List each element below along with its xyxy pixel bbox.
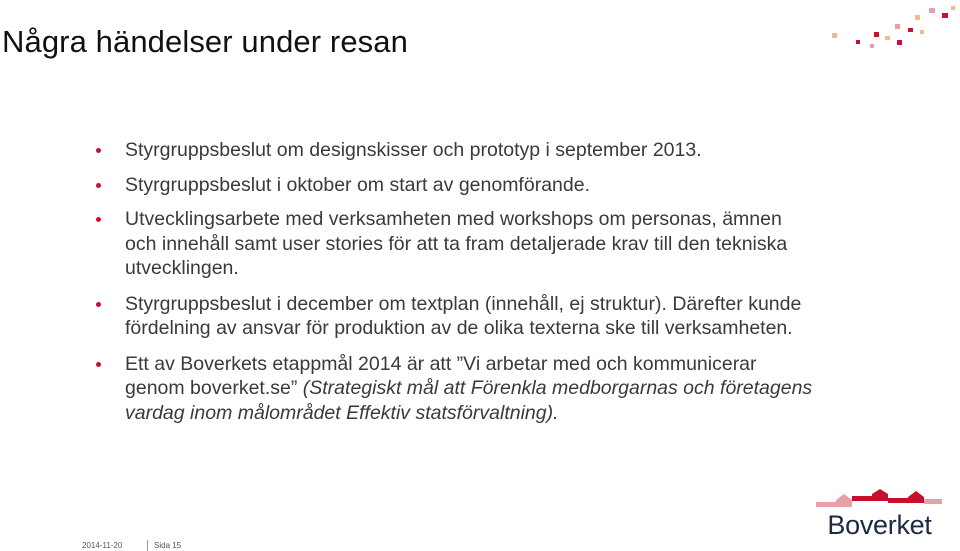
footer-divider [147,540,148,551]
footer-date: 2014-11-20 [82,541,123,550]
bullet-item [96,138,816,163]
bullet-italic-text: (Strategiskt mål att Förenkla medborgarnas och företagens vardag inom målområdet Effektiv statsförvaltning). [125,377,813,424]
confetti-decoration-icon [820,0,960,55]
bullet-icon [96,362,101,367]
slide-title: Några händelser under resan [2,24,408,59]
bullet-icon [96,148,101,153]
bullet-icon [96,183,101,188]
bullet-text: Styrgruppsbeslut i december om textplan (innehåll, ej struktur). Därefter kunde fördelning av ansvar för produktion av de olika texterna ske till verksamheten. [125,292,802,339]
bullet-item [96,352,816,426]
bullet-item [96,292,816,341]
bullet-item [96,173,816,198]
footer-page-number: Sida 15 [154,541,182,550]
bullet-text: Ett av Boverkets etappmål 2014 är att ”Vi arbetar med och kommunicerar genom boverket.se” [125,352,757,399]
logo-wordmark: Boverket [827,510,932,540]
bullet-text: Utvecklingsarbete med verksamheten med workshops om personas, ämnen och innehåll samt user stories för att ta fram detaljerade krav till den tekniska utvecklingen. [125,208,788,279]
slide-footer [82,541,182,550]
boverket-logo [812,488,947,543]
bullet-text: Styrgruppsbeslut i oktober om start av genomförande. [125,173,590,196]
bullet-list [96,138,816,436]
bullet-icon [96,302,101,307]
bullet-item [96,207,816,281]
bullet-text: Styrgruppsbeslut om designskisser och prototyp i september 2013. [125,139,702,161]
bullet-icon [96,217,101,222]
